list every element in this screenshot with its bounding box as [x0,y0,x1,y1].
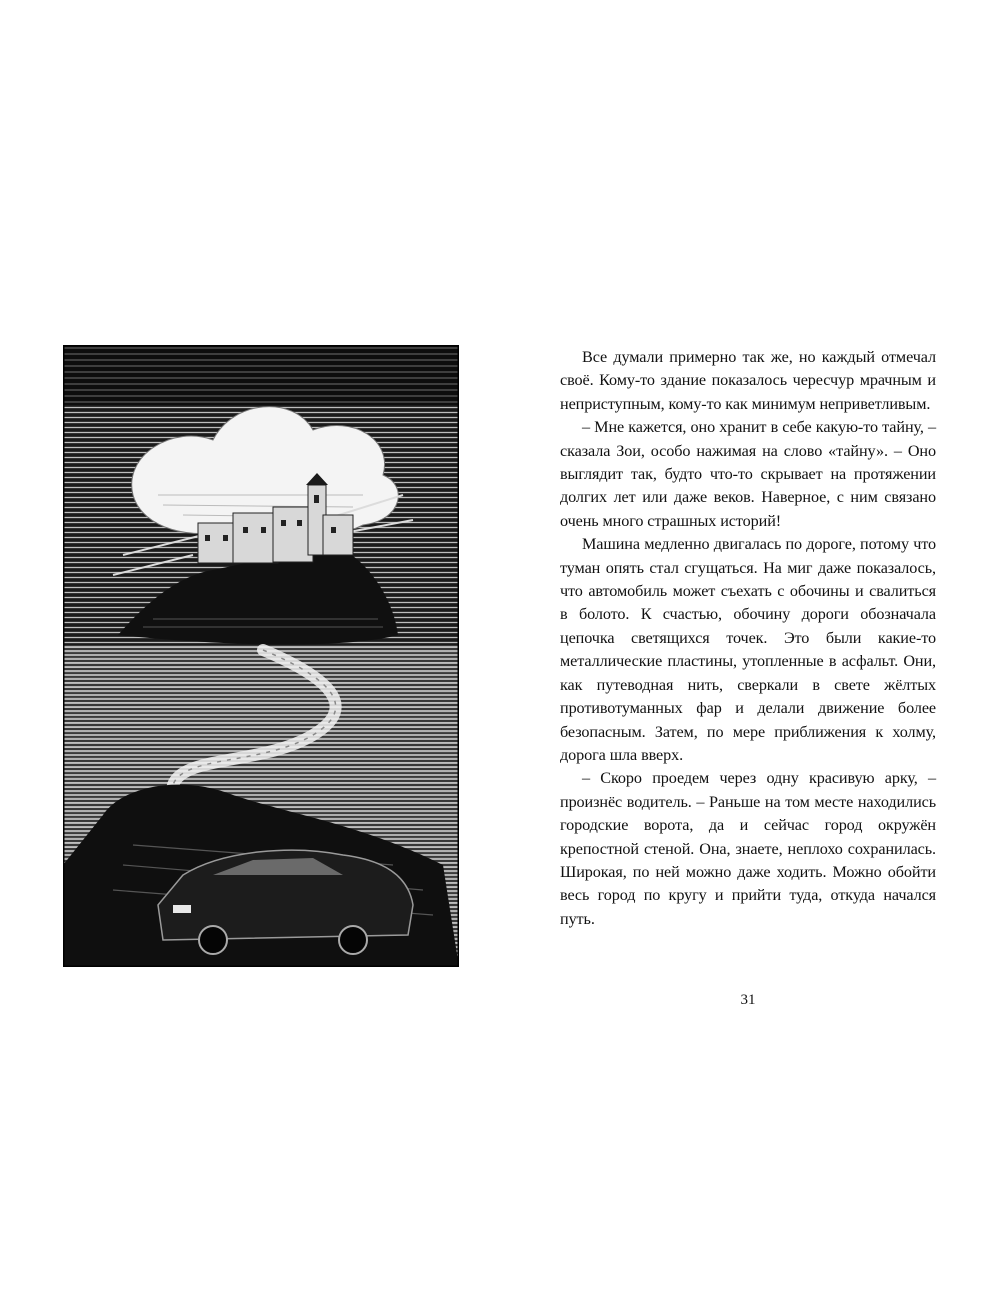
text-column [560,346,936,931]
paragraph: Все думали примерно так же, но каждый отмечал своё. Кому-то здание показалось чересчур мрачным и неприступным, кому-то как минимум неприветливым. [560,348,936,413]
paragraph: – Мне кажется, оно хранит в себе какую-то тайну, – сказала Зои, особо нажимая на слово «тайну». – Оно выглядит так, будто что-то скрывает на протяжении долгих лет или даже веков. Наверное, с ним связано очень много страшных историй! [560,418,936,530]
book-illustration [63,345,459,967]
paragraph: Машина медленно двигалась по дороге, потому что туман опять стал сгущаться. На миг даже показалось, что автомобиль может съехать с обочины и свалиться в болото. К счастью, обочину дороги обозначала цепочка светящихся точек. Это были какие-то металлические пластины, утопленные в асфальт. Они, как путеводная нить, сверкали в свете жёлтых противотуманных фар и делали движение более безопасным. Затем, по мере приближения к холму, дорога шла вверх. [560,535,936,764]
paragraph: – Скоро проедем через одну красивую арку, – произнёс водитель. – Раньше на том месте находились городские ворота, да и сейчас город окружён крепостной стеной. Она, знаете, неплохо сохранилась. Широкая, по ней можно даже ходить. Можно обойти весь город по кругу и прийти туда, откуда начался путь. [560,769,936,928]
page-number: 31 [740,992,756,1008]
engraving-island-town-car-icon [63,345,459,967]
